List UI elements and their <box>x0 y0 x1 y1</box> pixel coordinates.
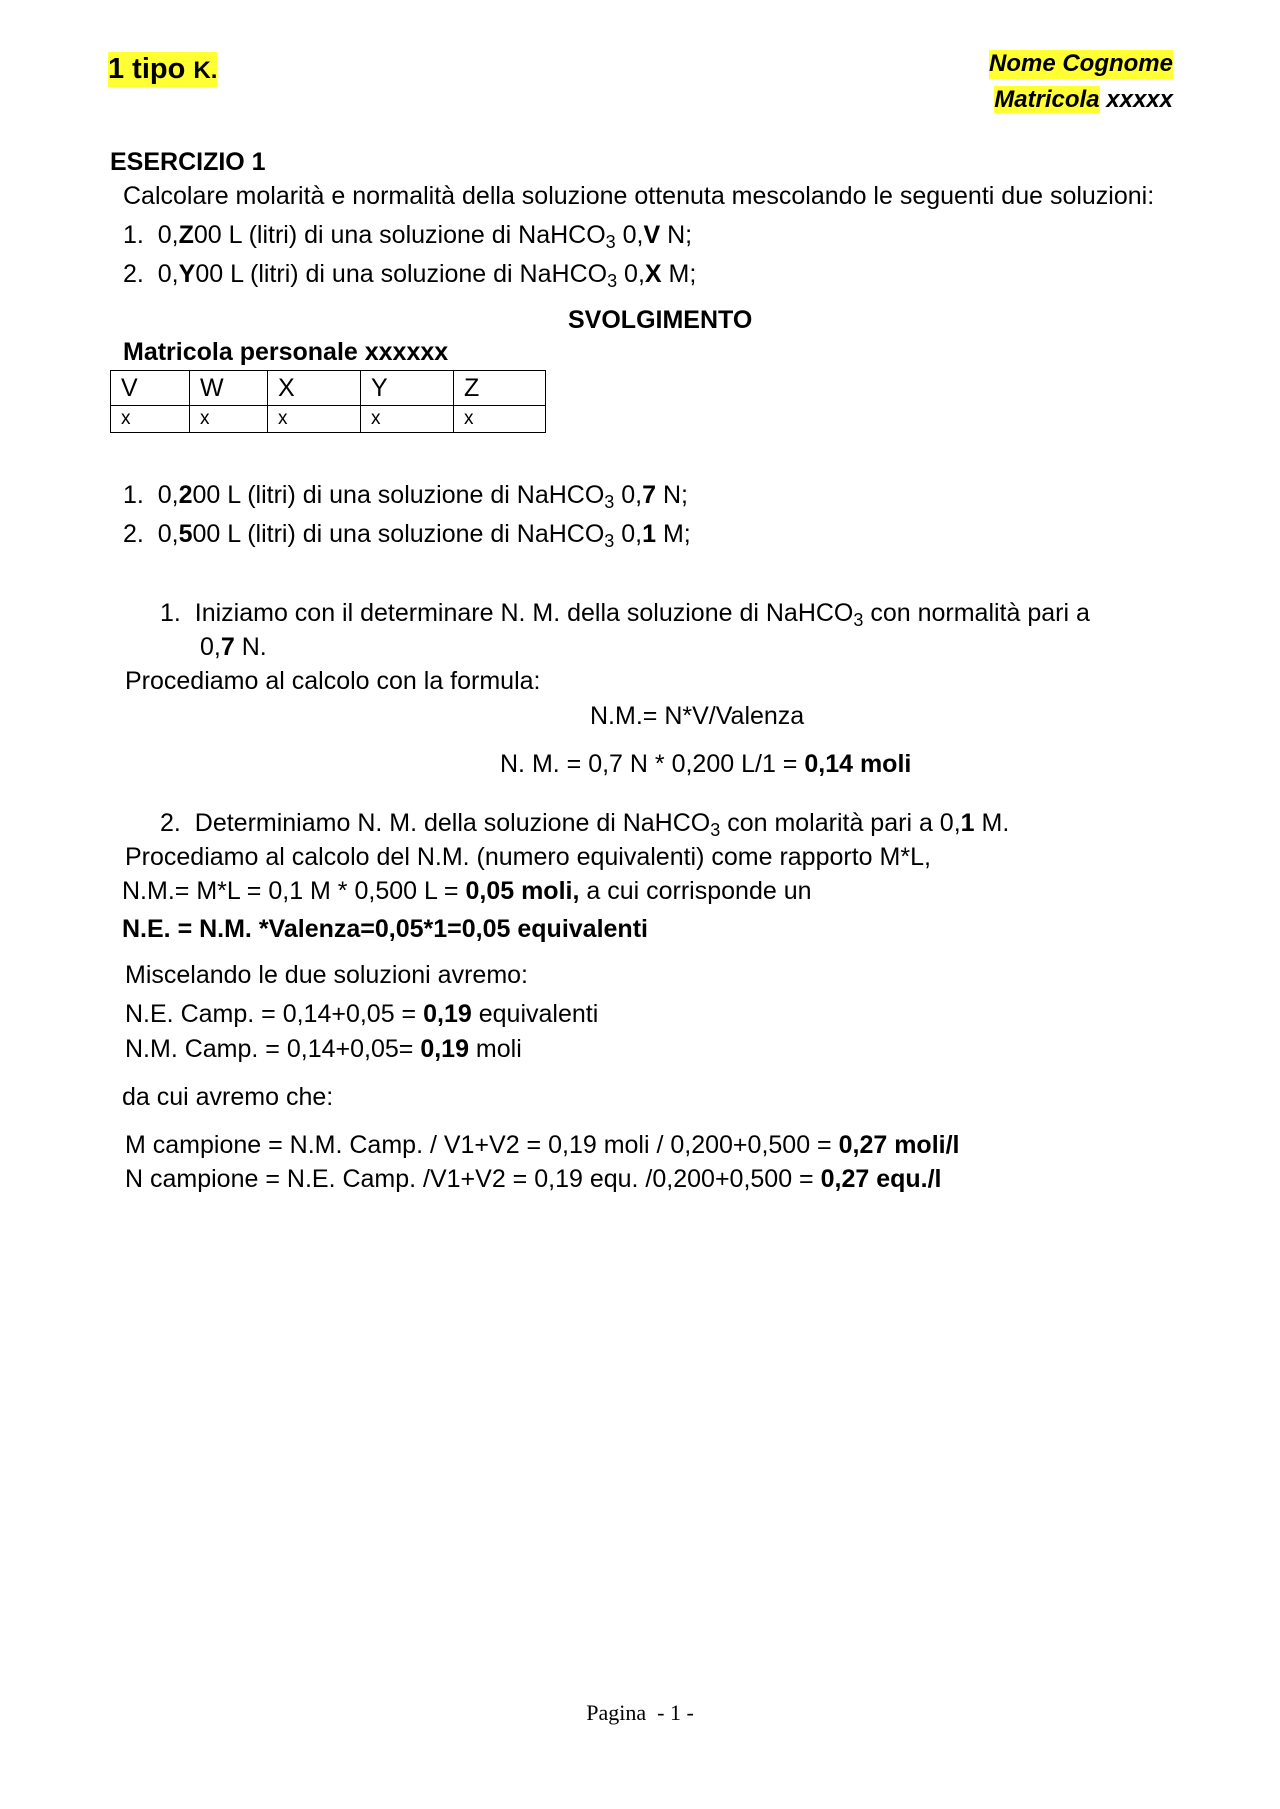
page-number: Pagina - 1 - <box>586 1700 694 1725</box>
mix-intro: Miscelando le due soluzioni avremo: <box>125 961 528 989</box>
step2-procediamo: Procediamo al calcolo del N.M. (numero equivalenti) come rapporto M*L, <box>125 843 931 871</box>
exercise-item-1: 1. 0,Z00 L (litri) di una soluzione di NaHCO$_3$ 0,V N; <box>123 221 693 253</box>
table-header-cell: Z <box>454 371 546 406</box>
table-header-cell: X <box>268 371 361 406</box>
solution-item-2: 2. 0,500 L (litri) di una soluzione di NaHCO$_3$ 0,1 M; <box>123 520 691 552</box>
exam-type-suffix: K. <box>193 57 218 84</box>
table-header-cell: W <box>190 371 268 406</box>
matricola-label: Matricola <box>994 86 1100 113</box>
step1-line1: 1. Iniziamo con il determinare N. M. della soluzione di NaHCO$_3$ con normalità pari a <box>160 599 1090 631</box>
step1-line2: 0,7 N. <box>200 633 267 661</box>
table-header-cell: Y <box>361 371 454 406</box>
table-header-cell: V <box>111 371 190 406</box>
solution-item-1: 1. 0,200 L (litri) di una soluzione di NaHCO$_3$ 0,7 N; <box>123 481 688 513</box>
student-name: Nome Cognome <box>988 50 1173 77</box>
mix-nm-line: N.M. Camp. = 0,14+0,05= 0,19 moli <box>125 1035 522 1063</box>
exam-type-label <box>108 52 217 87</box>
step1-procediamo: Procediamo al calcolo con la formula: <box>125 667 541 695</box>
mix-ne-line: N.E. Camp. = 0,14+0,05 = 0,19 equivalenti <box>125 1000 599 1028</box>
exercise-title: ESERCIZIO 1 <box>110 148 266 176</box>
exam-type-text: 1 tipo <box>108 53 186 85</box>
solution-title: SVOLGIMENTO <box>568 306 753 334</box>
exercise-item-2: 2. 0,Y00 L (litri) di una soluzione di NaHCO$_3$ 0,X M; <box>123 260 697 292</box>
matricola-personale: Matricola personale xxxxxx <box>123 338 449 366</box>
step1-calculation: N. M. = 0,7 N * 0,200 L/1 = 0,14 moli <box>500 750 912 778</box>
variables-table <box>110 370 546 433</box>
table-cell: x <box>111 406 190 433</box>
table-header-row <box>111 371 546 406</box>
da-cui-line: da cui avremo che: <box>122 1083 334 1111</box>
table-row <box>111 406 546 433</box>
step1-formula: N.M.= N*V/Valenza <box>590 702 805 730</box>
step2-ne-line: N.E. = N.M. *Valenza=0,05*1=0,05 equivalenti <box>122 915 648 943</box>
table-cell: x <box>361 406 454 433</box>
step2-line1: 2. Determiniamo N. M. della soluzione di NaHCO$_3$ con molarità pari a 0,1 M. <box>160 809 1010 841</box>
table-cell: x <box>268 406 361 433</box>
n-campione-line: N campione = N.E. Camp. /V1+V2 = 0,19 equ. /0,200+0,500 = 0,27 equ./l <box>125 1165 942 1193</box>
matricola-value: xxxxx <box>1106 86 1173 113</box>
exercise-prompt: Calcolare molarità e normalità della soluzione ottenuta mescolando le seguenti due soluzioni: <box>123 182 1155 210</box>
student-matricola <box>994 86 1173 115</box>
table-cell: x <box>190 406 268 433</box>
m-campione-line: M campione = N.M. Camp. / V1+V2 = 0,19 moli / 0,200+0,500 = 0,27 moli/l <box>125 1131 960 1159</box>
table-cell: x <box>454 406 546 433</box>
step2-nm-line: N.M.= M*L = 0,1 M * 0,500 L = 0,05 moli, a cui corrisponde un <box>122 877 812 905</box>
